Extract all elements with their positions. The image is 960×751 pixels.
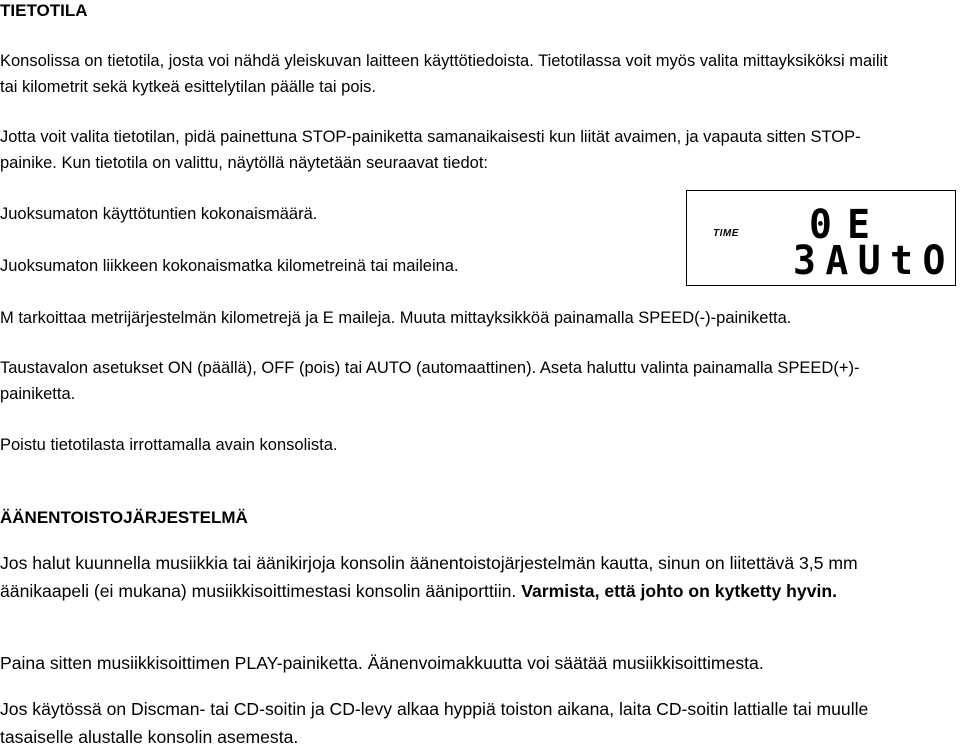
paragraph-audio-connect <box>0 549 915 605</box>
info-item-backlight: Taustavalon asetukset ON (päällä), OFF (pois) tai AUTO (automaattinen). Aseta haluttu valinta painamalla SPEED(+)-painiketta. <box>0 359 860 403</box>
info-item-hours: Juoksumaton käyttötuntien kokonaismäärä. <box>0 205 318 223</box>
display-digit-0: 0 <box>809 202 842 248</box>
paragraph-intro: Konsolissa on tietotila, josta voi nähdä yleiskuvan laitteen käyttötiedoista. Tietotilassa voit myös valita mittayksiköksi mailit tai kilometrit sekä kytkeä esittelytilan päälle tai pois. <box>0 52 888 96</box>
paragraph-instructions: Jotta voit valita tietotilan, pidä painettuna STOP-painiketta samanaikaisesti kun liität avaimen, ja vapauta sitten STOP-painike. Kun tietotila on valittu, näytöllä näytetään seuraavat tiedot: <box>0 128 861 172</box>
section-heading-tietotila: TIETOTILA <box>0 1 88 20</box>
audio-connect-warning: Varmista, että johto on kytketty hyvin. <box>521 581 838 601</box>
console-display-illustration <box>686 190 956 286</box>
info-item-distance: Juoksumaton liikkeen kokonaismatka kilometreinä tai maileina. <box>0 257 459 275</box>
audio-connect-text: Jos halut kuunnella musiikkia tai äänikirjoja konsolin äänentoistojärjestelmän kautta, sinun on liitettävä 3,5 mm äänikaapeli (ei mukana) musiikkisoittimestasi konsolin ääniporttiin. <box>0 553 858 601</box>
paragraph-audio-play: Paina sitten musiikkisoittimen PLAY-painiketta. Äänenvoimakkuutta voi säätää musiikkisoittimesta. <box>0 653 764 673</box>
display-row-2: 3AUtO <box>793 238 955 284</box>
display-time-label: TIME <box>713 228 739 239</box>
section-heading-aanentoisto: ÄÄNENTOISTOJÄRJESTELMÄ <box>0 508 248 527</box>
info-item-exit: Poistu tietotilasta irrottamalla avain konsolista. <box>0 436 338 454</box>
paragraph-audio-cd: Jos käytössä on Discman- tai CD-soitin ja CD-levy alkaa hyppiä toiston aikana, laita CD-soitin lattialle tai muulle tasaiselle alustalle konsolin asemesta. <box>0 699 869 747</box>
display-unit-e: E <box>847 202 880 248</box>
info-item-units: M tarkoittaa metrijärjestelmän kilometrejä ja E maileja. Muuta mittayksikköä painamalla SPEED(-)-painiketta. <box>0 309 792 327</box>
